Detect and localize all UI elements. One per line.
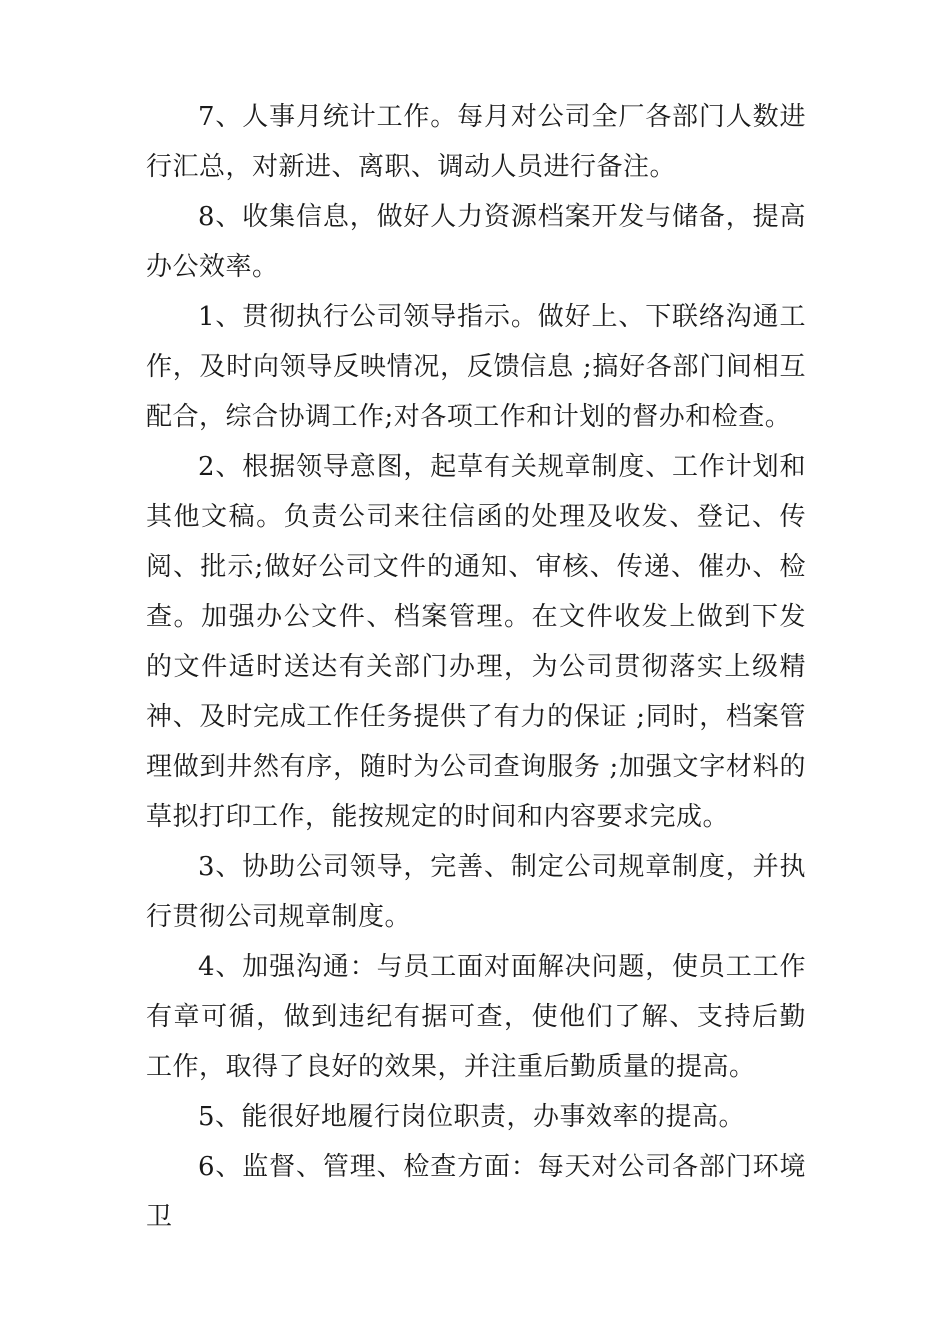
- paragraph-5-fulfill-duties: 5、能很好地履行岗位职责，办事效率的提高。: [198, 1102, 746, 1132]
- paragraph-2-draft-regulations: 2、根据领导意图，起草有关规章制度、工作计划和其他文稿。负责公司来往信函的处理及收发、登记、传阅、批示;做好公司文件的通知、审核、传递、催办、检查。加强办公文件、档案管理。在文件收发上做到下发的文件适时送达有关部门办理，为公司贯彻落实上级精神、及时完成工作任务提供了有力的保证 ;同时，档案管理做到井然有序，随时为公司查询服务 ;加强文字材料的草拟打印工作，能按规定的时间和内容要求完成。: [146, 452, 806, 832]
- paragraph-3-assist-leadership: 3、协助公司领导，完善、制定公司规章制度，并执行贯彻公司规章制度。: [146, 852, 806, 932]
- paragraph-6-supervision: 6、监督、管理、检查方面：每天对公司各部门环境卫: [146, 1152, 806, 1232]
- paragraph-4-strengthen-communication: 4、加强沟通：与员工面对面解决问题，使员工工作有章可循，做到违纪有据可查，使他们了解、支持后勤工作，取得了良好的效果，并注重后勤质量的提高。: [146, 952, 806, 1082]
- paragraph-8-collect-information: 8、收集信息，做好人力资源档案开发与储备，提高办公效率。: [146, 202, 806, 282]
- paragraph-7-monthly-hr-statistics: 7、人事月统计工作。每月对公司全厂各部门人数进行汇总，对新进、离职、调动人员进行备注。: [146, 102, 806, 182]
- document-body: [146, 92, 806, 1242]
- paragraph-1-execute-instructions: 1、贯彻执行公司领导指示。做好上、下联络沟通工作，及时向领导反映情况，反馈信息 ;搞好各部门间相互配合，综合协调工作;对各项工作和计划的督办和检查。: [146, 302, 806, 432]
